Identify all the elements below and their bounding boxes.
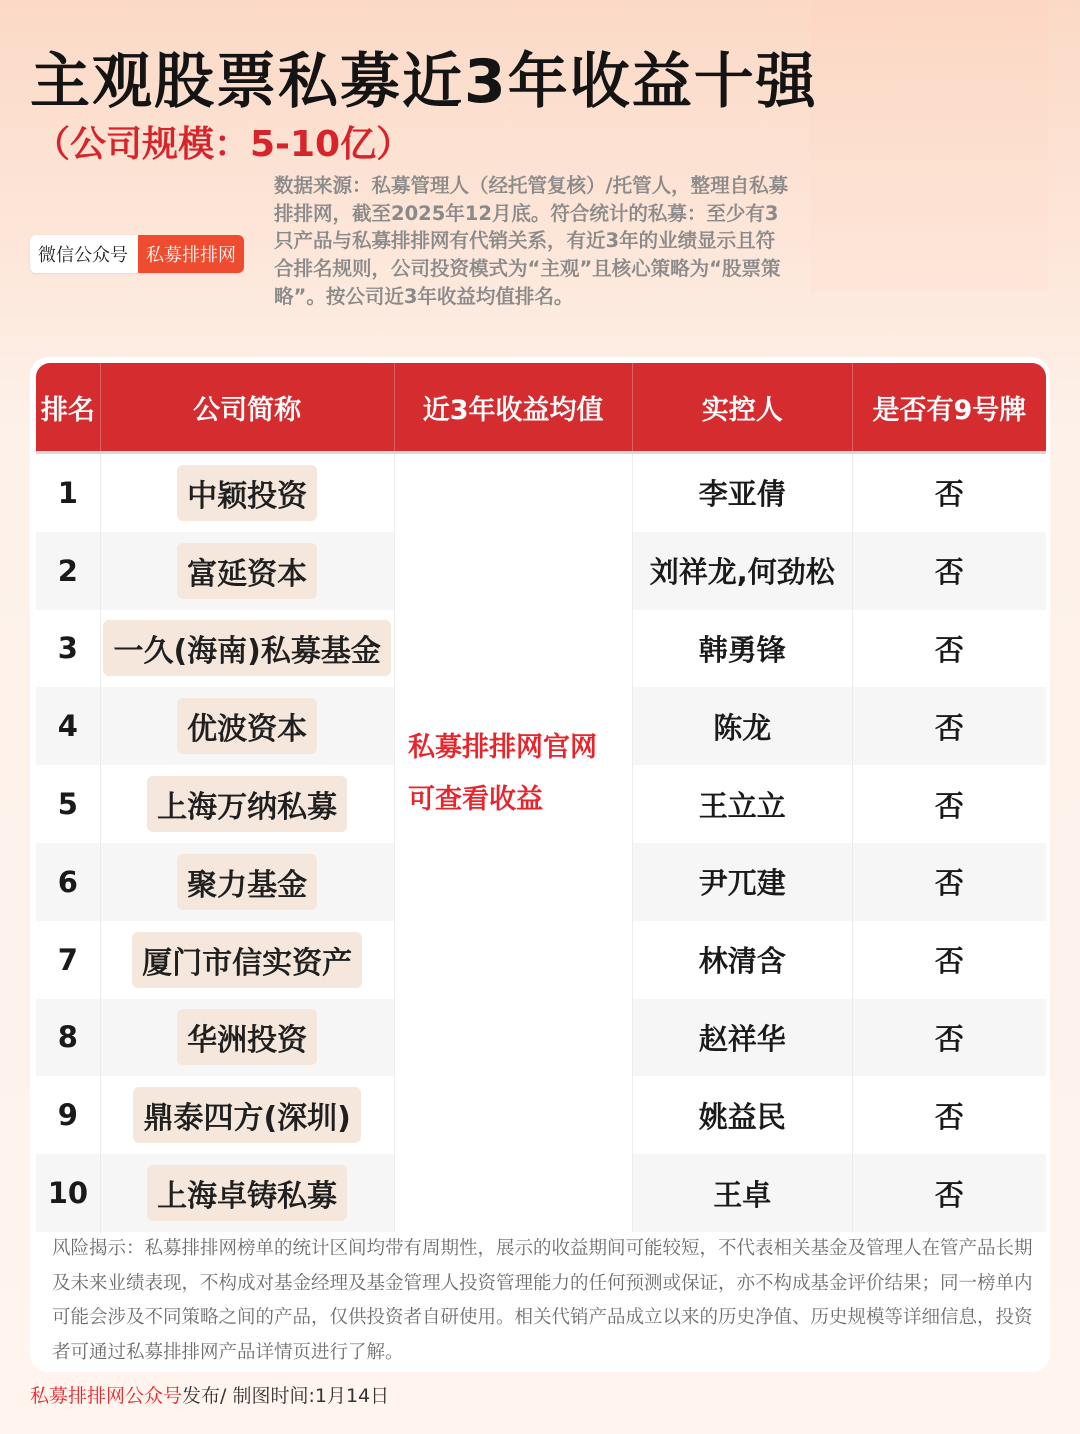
header-decoration [810, 0, 1048, 292]
controller-cell: 尹兀建 [632, 843, 852, 921]
ranking-table-body [36, 454, 1046, 1232]
header-controller: 实控人 [633, 363, 853, 451]
footer-date: 发布/ 制图时间:1月14日 [182, 1385, 390, 1407]
rank-cell: 3 [57, 631, 78, 666]
return-cell [394, 454, 632, 532]
company-name: 富延资本 [177, 543, 317, 599]
table-row [36, 610, 1046, 688]
table-row [36, 1076, 1046, 1154]
license9-cell: 否 [852, 1154, 1046, 1232]
rank-cell: 8 [57, 1020, 78, 1055]
source-badge [30, 235, 244, 273]
license9-cell: 否 [852, 687, 1046, 765]
table-row [36, 843, 1046, 921]
return-cell [394, 610, 632, 688]
rank-cell: 10 [47, 1176, 89, 1211]
company-name: 上海卓铸私募 [147, 1165, 347, 1221]
controller-cell: 刘祥龙,何劲松 [632, 532, 852, 610]
controller-cell: 王卓 [632, 1154, 852, 1232]
header-return: 近3年收益均值 [395, 363, 633, 451]
header-company: 公司简称 [101, 363, 395, 451]
rank-cell: 2 [57, 553, 78, 588]
company-name: 中颖投资 [177, 465, 317, 521]
wechat-label: 微信公众号 [30, 235, 138, 273]
header-license9: 是否有9号牌 [872, 394, 1027, 426]
table-row [36, 999, 1046, 1077]
company-name: 华洲投资 [177, 1009, 317, 1065]
rank-cell: 6 [57, 864, 78, 899]
controller-cell: 赵祥华 [632, 999, 852, 1077]
company-name: 一久(海南)私募基金 [103, 620, 390, 676]
license9-cell: 否 [852, 765, 1046, 843]
controller-cell: 李亚倩 [632, 454, 852, 532]
page-subtitle: （公司规模：5-10亿） [34, 124, 413, 165]
company-name: 聚力基金 [177, 854, 317, 910]
return-cell [394, 843, 632, 921]
table-row [36, 532, 1046, 610]
license9-cell: 否 [852, 999, 1046, 1077]
page-title: 主观股票私募近3年收益十强 [30, 47, 818, 117]
header-rank: 排名 [36, 363, 101, 451]
company-name: 厦门市信实资产 [132, 932, 362, 988]
license9-cell: 否 [852, 921, 1046, 999]
footer [30, 1381, 389, 1408]
brand-label: 私募排排网 [138, 235, 244, 273]
company-name: 上海万纳私募 [147, 776, 347, 832]
rank-cell: 4 [57, 709, 78, 744]
license9-cell: 否 [852, 532, 1046, 610]
rank-cell: 5 [57, 787, 78, 822]
license9-cell: 否 [852, 843, 1046, 921]
footer-publisher: 私募排排网公众号 [30, 1385, 183, 1407]
table-row [36, 921, 1046, 999]
return-cell [394, 1076, 632, 1154]
table-row [36, 1154, 1046, 1232]
return-cell [394, 532, 632, 610]
return-cell [394, 921, 632, 999]
rank-cell: 7 [57, 942, 78, 977]
company-name: 优波资本 [177, 698, 317, 754]
table-row [36, 454, 1046, 532]
return-note-line2: 可查看收益 [408, 784, 543, 815]
license9-cell: 否 [852, 454, 1046, 532]
rank-cell: 9 [57, 1098, 78, 1133]
data-source-note: 数据来源：私募管理人（经托管复核）/托管人，整理自私募排排网，截至2025年12月底。符合统计的私募：至少有3只产品与私募排排网有代销关系，有近3年的业绩显示且符合排名规则，公司投资模式为“主观”且核心策略为“股票策略”。按公司近3年收益均值排名。 [274, 174, 789, 308]
license9-cell: 否 [852, 610, 1046, 688]
risk-disclaimer: 风险揭示：私募排排网榜单的统计区间均带有周期性，展示的收益期间可能较短，不代表相关基金及管理人在管产品长期及未来业绩表现，不构成对基金经理及基金管理人投资管理能力的任何预测或保证，亦不构成基金评价结果；同一榜单内可能会涉及不同策略之间的产品，仅供投资者自研使用。相关代销产品成立以来的历史净值、历史规模等详细信息，投资者可通过私募排排网产品详情页进行了解。 [52, 1238, 1033, 1363]
return-note [408, 722, 638, 826]
return-note-line1: 私募排排网官网 [408, 732, 597, 763]
controller-cell: 韩勇锋 [632, 610, 852, 688]
return-cell [394, 999, 632, 1077]
company-name: 鼎泰四方(深圳) [133, 1087, 360, 1143]
table-header [36, 363, 1046, 451]
controller-cell: 陈龙 [632, 687, 852, 765]
controller-cell: 林清含 [632, 921, 852, 999]
controller-cell: 姚益民 [632, 1076, 852, 1154]
license9-cell: 否 [852, 1076, 1046, 1154]
rank-cell: 1 [57, 475, 78, 510]
return-cell [394, 1154, 632, 1232]
controller-cell: 王立立 [632, 765, 852, 843]
